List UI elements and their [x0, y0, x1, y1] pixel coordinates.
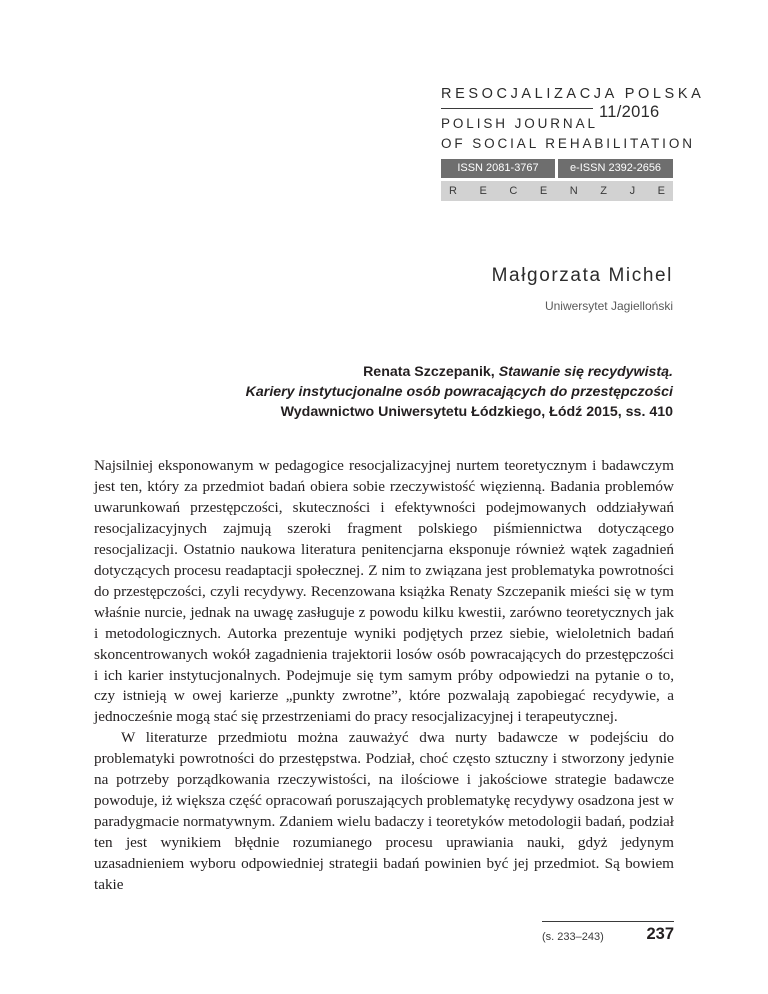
- book-publisher: Wydawnictwo Uniwersytetu Łódzkiego, Łódź 2015, ss. 410: [280, 404, 673, 420]
- footer-rule: [542, 921, 674, 922]
- book-subtitle: Kariery instytucjonalne osób powracających do przestępczości: [245, 384, 673, 400]
- section-letter: E: [479, 185, 487, 197]
- section-letter: E: [539, 185, 548, 197]
- section-letter: Z: [600, 185, 608, 197]
- body-paragraph: Najsilniej eksponowanym w pedagogice resocjalizacyjnej nurtem teoretycznym i badawczym jest ten, który za przedmiot badań obiera sobie rzeczywistość więzienną. Badania problemów uwarunkowań przestępczości, skuteczności i efektywności podejmowanych oddziaływań resocjalizacyjnych zajmują szeroki fragment polskiego piśmiennictwa dotyczącego resocjalizacji. Ostatnio naukowa literatura penitencjarna eksponuje również wątek zagadnień dotyczących procesu readaptacji społecznej. Z nim to związana jest problematyka powrotności do przestępczości, czyli recydywy. Recenzowana książka Renaty Szczepanik mieści się w tym właśnie nurcie, jednak na uwagę zasługuje z powodu kilku kwestii, zarówno teoretycznych jak i metodologicznych. Autorka prezentuje wyniki podjętych przez siebie, wieloletnich badań skoncentrowanych wokół zagadnienia trajektorii losów osób powracających do przestępczości i ich karier instytucjonalnych. Podejmuje się tym samym próby odpowiedzi na pytanie o to, czy istnieją w owej karierze „punkty zwrotne”, które pozwalają zapobiegać recydywie, a jednocześnie mogą stać się przestrzeniami do pracy resocjalizacyjnej i terapeutycznej.: [94, 457, 674, 726]
- issn-label: ISSN 2081-3767: [441, 159, 555, 178]
- page-number: 237: [646, 925, 674, 943]
- reviewed-book-citation: [246, 362, 673, 422]
- page-range: (s. 233–243): [542, 931, 604, 943]
- book-citation-line2: [246, 382, 673, 402]
- body-paragraph: W literaturze przedmiotu można zauważyć dwa nurty badawcze w podejściu do problematyki powrotności do przestępstwa. Podział, choć często sztuczny i stworzony jedynie na potrzeby porządkowania rzeczywistości, na ilościowe i jakościowe strategie badawcze powoduje, iż większa część opracowań poruszających problematykę recydywy osadzona jest w paradygmacie normatywnym. Zdaniem wielu badaczy i teoretyków metodologii badań, podział ten jest wynikiem błędnie rozumianego procesu uprawiania nauki, gdyż jedynym uzasadnieniem wyboru odpowiedniej strategii badań powinien być jej przedmiot. Są bowiem takie: [94, 729, 674, 894]
- header-rule: [441, 108, 593, 109]
- section-letter: E: [657, 185, 665, 197]
- section-letter: N: [569, 185, 578, 197]
- issue-number: 11/2016: [599, 103, 660, 121]
- section-letter: C: [509, 185, 518, 197]
- section-label-bar: [441, 181, 673, 201]
- book-title: Stawanie się recydywistą.: [498, 364, 673, 380]
- journal-title-pl: RESOCJALIZACJA POLSKA: [441, 86, 705, 102]
- book-citation-line1: [246, 362, 673, 382]
- section-letter: R: [449, 185, 457, 197]
- issn-bar: [441, 159, 673, 178]
- book-author: Renata Szczepanik,: [363, 364, 495, 380]
- section-letter: J: [629, 185, 636, 197]
- journal-title-en-line2: OF SOCIAL REHABILITATION: [441, 136, 695, 151]
- journal-title-en-line1: POLISH JOURNAL: [441, 116, 598, 131]
- author-affiliation: Uniwersytet Jagielloński: [544, 299, 673, 313]
- article-body: [94, 456, 674, 896]
- author-name: Małgorzata Michel: [491, 265, 673, 286]
- eissn-label: e-ISSN 2392-2656: [558, 159, 673, 178]
